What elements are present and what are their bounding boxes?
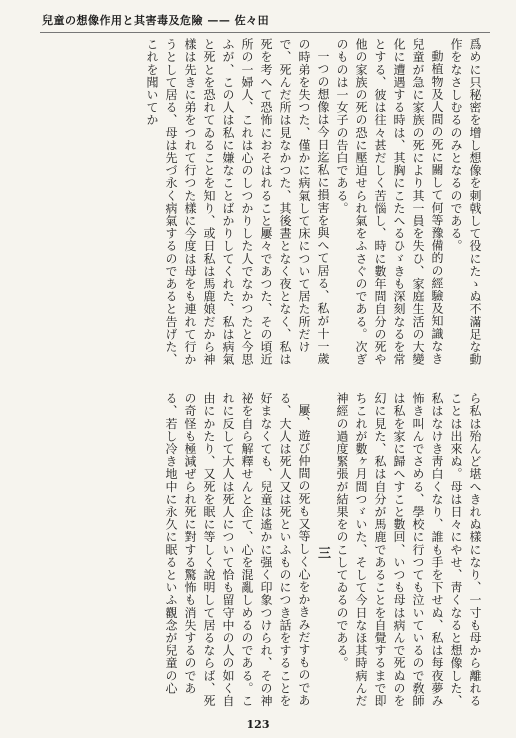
paragraph: ら私は殆んど堪へきれぬ樣になり、一寸も母から離れることは出來ぬ。母は日々にやせ、靑くなると想像した、私はなけき靑白くなり、誰も手を下せぬ、私は每夜夢み怖き叫んでさめる、學校に行つても泣いているので敎師は私を家に歸へすこと數回、いつも母は病んで死ぬのを幻に見た、私は自分が馬鹿であることを自覺するまで即ちこれが數ヶ月間つゞいた、そして今日なほ其時病んだ神經の過度緊張が結果をのこしてゐるのである。 [335, 392, 482, 707]
lower-text-block [44, 392, 484, 714]
paragraph: 爲めに只秘密を增し想像を刺戟して役にたゝぬ不滿足な動作をなさしむるのみとなるのである。 [449, 38, 482, 366]
page-number: 123 [246, 718, 270, 731]
header-rule [40, 32, 490, 33]
section-number: 三 [315, 546, 330, 560]
paragraph: 一つの想像は今日迄私に損害を與へて居る、私が十一歲の時弟を失つた、僅かに病氣して床について居た所だけで、死んだ所は見なかつた、其後晝となく夜となく、私は死を考へて恐怖におそはれること屢々であつた、その頃近所の一婦人、これは心のしつかりした人でなかつたと今思ふが、この人は私に嫌なことばかりしてくれた、私は病氣と死とを恐れてゐることを知り、或日私は馬鹿娘だから神樣は先きに弟をつれて行つた樣に今度は母をも連れて行かうとして居る、母は先づ永く病氣するのであると告げた、これを聞いてか [145, 38, 330, 366]
upper-text-block [145, 38, 484, 376]
paragraph: 動植物及人間の死に關して何等豫備的の經驗及知識なき兒童が急に家族の死により其一員を失ひ、家庭生活の大變化に遭遇する時は、其胸にこたへるひゞきも深刻なるを常とする、彼は往々甚だしく苦惱し、時に數年間自分の死や他の家族の死の恐に壓迫せられ氣をふさぐのである。次ぎのものは一女子の告白である。 [335, 38, 444, 366]
paragraph: 屢、遊び仲間の死も又等しく心をかきみだすものである、大人は死人又は死といふものにつき話をすることを好まなくても、兒童は遙かに强く印象つけられ、その神祕を自ら解釋せんと企て、心を混亂しめるのである。これに反して大人は死人について恰も留守中の人の如く自由にかたり、又死を眠に等しく說明して居るならば、死の奇怪も極減ぜられ死に對する驚怖も消失するのである、若し冷き地中に永久に眠るといふ觀念が兒童の心 [164, 392, 311, 707]
running-header: 兒童の想像作用と其害毒及危險 —— 佐々田 [42, 14, 270, 27]
